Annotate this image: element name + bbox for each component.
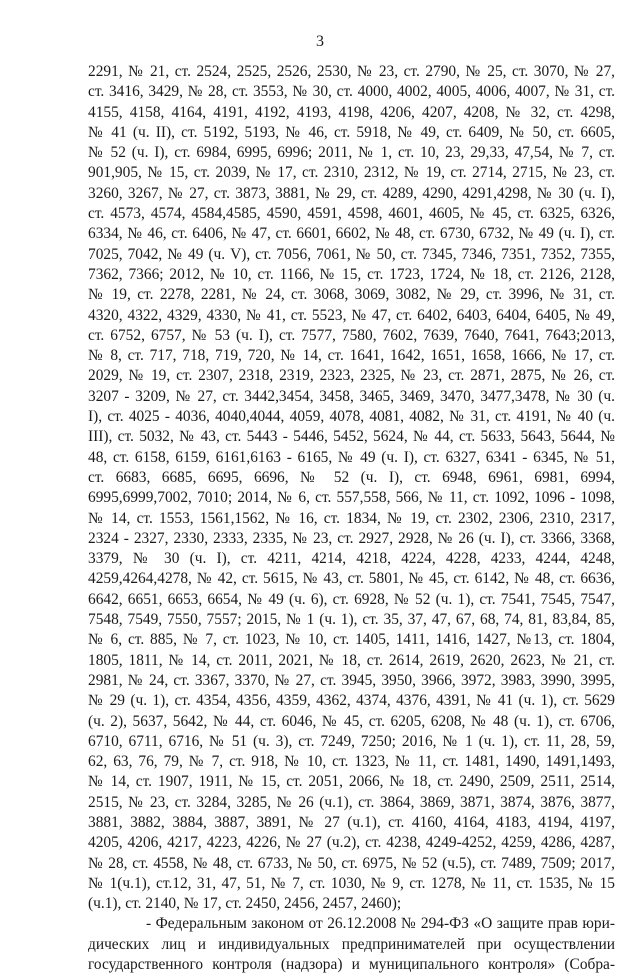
text-line: 2981, № 24, ст. 3367, 3370, № 27, ст. 3945, 3950, 3966, 3972, 3983, 3990, 3995,	[88, 671, 615, 689]
text-line: ст. 6683, 6685, 6695, 6696, № 52 (ч. I), ст. 6948, 6961, 6981, 6994,	[88, 468, 615, 486]
text-line: 3379, № 30 (ч. I), ст. 4211, 4214, 4218, 4224, 4228, 4233, 4244, 4248,	[88, 550, 615, 568]
text-line: 3881, 3882, 3884, 3887, 3891, № 27 (ч.1), ст. 4160, 4164, 4183, 4194, 4197,	[88, 813, 615, 831]
text-line: 6710, 6711, 6716, № 51 (ч. 3), ст. 7249, 7250; 2016, № 1 (ч. 1), ст. 11, 28, 59,	[88, 732, 615, 750]
text-line: № 41 (ч. II), ст. 5192, 5193, № 46, ст. 5918, № 49, ст. 6409, № 50, ст. 6605,	[88, 123, 615, 141]
text-line: № 19, ст. 2278, 2281, № 24, ст. 3068, 3069, 3082, № 29, ст. 3996, № 31, ст.	[88, 286, 615, 304]
text-line: № 29 (ч. 1), ст. 4354, 4356, 4359, 4362, 4374, 4376, 4391, № 41 (ч. 1), ст. 5629	[88, 692, 615, 710]
text-line: № 6, ст. 885, № 7, ст. 1023, № 10, ст. 1405, 1411, 1416, 1427, №13, ст. 1804,	[88, 631, 615, 649]
text-line: 7548, 7549, 7550, 7557; 2015, № 1 (ч. 1), ст. 35, 37, 47, 67, 68, 74, 81, 83,84, 85,	[88, 611, 615, 629]
text-line: № 8, ст. 717, 718, 719, 720, № 14, ст. 1641, 1642, 1651, 1658, 1666, № 17, ст.	[88, 347, 615, 365]
page-number: 3	[316, 33, 324, 50]
text-line: (ч.1), ст. 2140, № 17, ст. 2450, 2456, 2457, 2460);	[88, 895, 402, 913]
text-line: (ч. 2), 5637, 5642, № 44, ст. 6046, № 45, ст. 6205, 6208, № 48 (ч. 1), ст. 6706,	[88, 712, 615, 730]
text-line: 1805, 1811, № 14, ст. 2011, 2021, № 18, ст. 2614, 2619, 2620, 2623, № 21, ст.	[88, 651, 615, 669]
text-line: № 1(ч.1), ст.12, 31, 47, 51, № 7, ст. 1030, № 9, ст. 1278, № 11, ст. 1535, № 15	[88, 874, 615, 892]
text-line: 2291, № 21, ст. 2524, 2525, 2526, 2530, № 23, ст. 2790, № 25, ст. 3070, № 27,	[88, 63, 615, 80]
document-body	[88, 62, 615, 975]
text-line: III), ст. 5032, № 43, ст. 5443 - 5446, 5452, 5624, № 44, ст. 5633, 5643, 5644, №	[88, 428, 615, 446]
text-line: ст. 3416, 3429, № 28, ст. 3553, № 30, ст. 4000, 4002, 4005, 4006, 4007, № 31, ст.	[88, 83, 615, 101]
text-line: 4320, 4322, 4329, 4330, № 41, ст. 5523, № 47, ст. 6402, 6403, 6404, 6405, № 49,	[88, 306, 615, 324]
text-line: государственного контроля (надзора) и муниципального контроля» (Собра-	[88, 956, 615, 974]
text-line: 48, ст. 6158, 6159, 6161,6163 - 6165, № 49 (ч. I), ст. 6327, 6341 - 6345, № 51,	[88, 448, 615, 466]
text-line: ст. 6752, 6757, № 53 (ч. I), ст. 7577, 7580, 7602, 7639, 7640, 7641, 7643;2013,	[88, 326, 615, 344]
text-line: 3207 - 3209, № 27, ст. 3442,3454, 3458, 3465, 3469, 3470, 3477,3478, № 30 (ч.	[88, 387, 615, 405]
text-line: дических лиц и индивидуальных предпринимателей при осуществлении	[88, 935, 615, 953]
text-line: 3260, 3267, № 27, ст. 3873, 3881, № 29, ст. 4289, 4290, 4291,4298, № 30 (ч. I),	[88, 184, 615, 202]
text-line: № 28, ст. 4558, № 48, ст. 6733, № 50, ст. 6975, № 52 (ч.5), ст. 7489, 7509; 2017,	[88, 854, 615, 872]
text-line: 6642, 6651, 6653, 6654, № 49 (ч. 6), ст. 6928, № 52 (ч. 1), ст. 7541, 7545, 7547,	[88, 590, 615, 608]
text-line: 4205, 4206, 4217, 4223, 4226, № 27 (ч.2), ст. 4238, 4249-4252, 4259, 4286, 4287,	[88, 834, 615, 852]
text-line: 7025, 7042, № 49 (ч. V), ст. 7056, 7061, № 50, ст. 7345, 7346, 7351, 7352, 7355,	[88, 245, 615, 263]
text-line: 6995,6999,7002, 7010; 2014, № 6, ст. 557,558, 566, № 11, ст. 1092, 1096 - 1098,	[88, 489, 615, 507]
text-line: 62, 63, 76, 79, № 7, ст. 918, № 10, ст. 1323, № 11, ст. 1481, 1490, 1491,1493,	[88, 753, 615, 771]
text-line: 2515, № 23, ст. 3284, 3285, № 26 (ч.1), ст. 3864, 3869, 3871, 3874, 3876, 3877,	[88, 793, 615, 811]
text-line: ст. 4573, 4574, 4584,4585, 4590, 4591, 4598, 4601, 4605, № 45, ст. 6325, 6326,	[88, 205, 615, 223]
text-line: 4259,4264,4278, № 42, ст. 5615, № 43, ст. 5801, № 45, ст. 6142, № 48, ст. 6636,	[88, 570, 615, 588]
text-line: 2029, № 19, ст. 2307, 2318, 2319, 2323, 2325, № 23, ст. 2871, 2875, № 26, ст.	[88, 367, 615, 385]
text-line: 4155, 4158, 4164, 4191, 4192, 4193, 4198, 4206, 4207, 4208, № 32, ст. 4298,	[88, 103, 615, 121]
text-line: № 52 (ч. I), ст. 6984, 6995, 6996; 2011, № 1, ст. 10, 23, 29,33, 47,54, № 7, ст.	[88, 144, 615, 162]
text-line: № 14, ст. 1553, 1561,1562, № 16, ст. 1834, № 19, ст. 2302, 2306, 2310, 2317,	[88, 509, 615, 527]
text-line: - Федеральным законом от 26.12.2008 № 294-ФЗ «О защите прав юри-	[146, 915, 615, 933]
text-line: 7362, 7366; 2012, № 10, ст. 1166, № 15, ст. 1723, 1724, № 18, ст. 2126, 2128,	[88, 265, 615, 283]
text-line: 6334, № 46, ст. 6406, № 47, ст. 6601, 6602, № 48, ст. 6730, 6732, № 49 (ч. I), ст.	[88, 225, 615, 243]
text-line: I), ст. 4025 - 4036, 4040,4044, 4059, 4078, 4081, 4082, № 31, ст. 4191, № 40 (ч.	[88, 408, 615, 426]
text-line: № 14, ст. 1907, 1911, № 15, ст. 2051, 2066, № 18, ст. 2490, 2509, 2511, 2514,	[88, 773, 615, 791]
text-line: 2324 - 2327, 2330, 2333, 2335, № 23, ст. 2927, 2928, № 26 (ч. I), ст. 3366, 3368,	[88, 529, 615, 547]
text-line: 901,905, № 15, ст. 2039, № 17, ст. 2310, 2312, № 19, ст. 2714, 2715, № 23, ст.	[88, 164, 615, 182]
